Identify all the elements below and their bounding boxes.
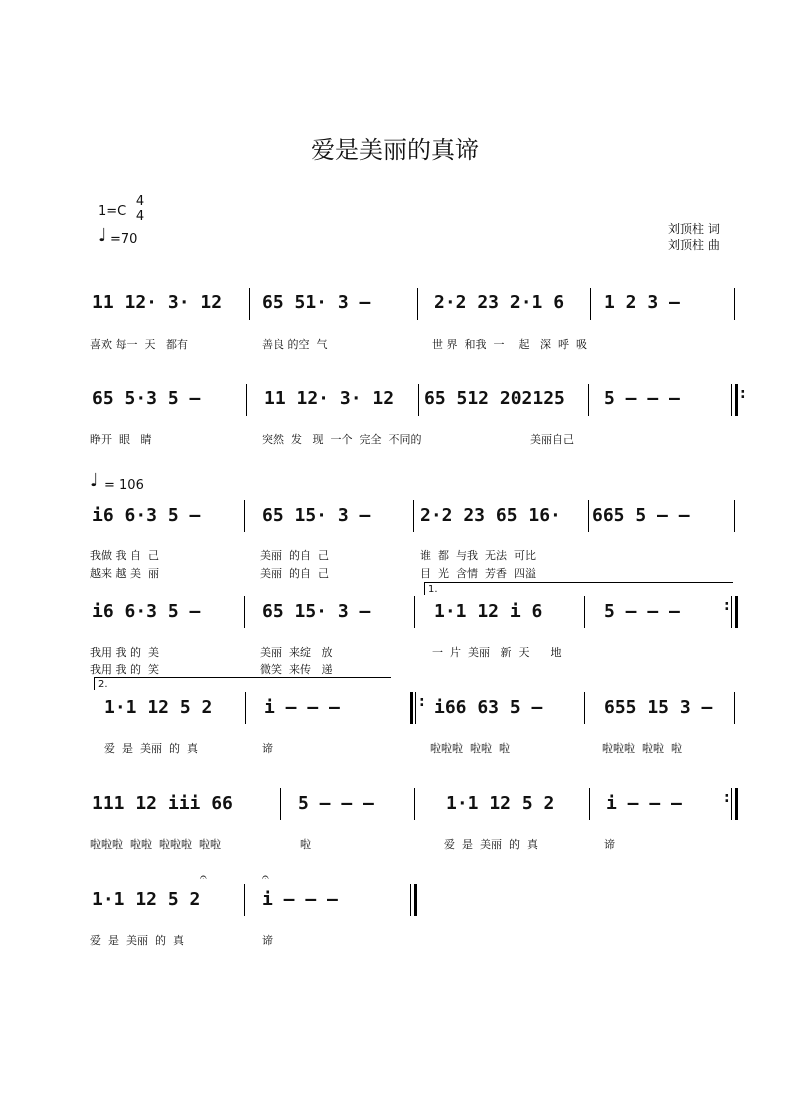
measure: i – – – [262, 889, 338, 910]
barline [731, 384, 732, 416]
volta-bracket [94, 677, 391, 690]
barline [249, 288, 250, 320]
barline [588, 500, 589, 532]
measure: 2·2 23 65 16· [420, 505, 561, 526]
composer-credit: 刘顶柱 曲 [668, 238, 720, 252]
barline [280, 788, 281, 820]
measure: 65 512 202125 [424, 388, 565, 409]
barline [584, 692, 585, 724]
lyric: 越来 越 美 丽 [90, 567, 159, 580]
lyric: 爱 是 美丽 的 真 [444, 838, 538, 851]
measure: 1·1 12 5 2 [104, 697, 213, 718]
lyric: 谛 [262, 742, 273, 755]
measure: 2·2 23 2·1 6 [434, 292, 565, 313]
music-row [86, 601, 746, 623]
barline [410, 884, 411, 916]
lyric: 啦 [300, 838, 311, 851]
quarter-note-icon: ♩ [90, 470, 99, 491]
final-barline [414, 884, 417, 916]
time-signature-top: 4 [135, 194, 145, 209]
lyric: 美丽 来绽 放 [260, 646, 333, 659]
lyric: 微笑 来传 递 [260, 663, 333, 676]
lyric-row [90, 740, 740, 756]
lyric: 啦啦啦 啦啦 啦 [602, 742, 682, 755]
lyric-row [90, 644, 740, 660]
lyric: 我用 我 的 笑 [90, 663, 159, 676]
lyric: 美丽自己 [530, 433, 574, 446]
repeat-dots: : [419, 694, 425, 710]
volta-label: 2. [98, 679, 108, 690]
lyric-row [90, 336, 740, 352]
lyric: 目 光 含情 芳香 四溢 [420, 567, 536, 580]
measure: 655 15 3 – [604, 697, 713, 718]
measure: i6 6·3 5 – [92, 601, 201, 622]
barline [415, 692, 416, 724]
music-row [86, 505, 746, 527]
barline [418, 384, 419, 416]
lyric: 谛 [604, 838, 615, 851]
barline [588, 384, 589, 416]
barline [734, 692, 735, 724]
tempo-marking: =70 [110, 232, 138, 247]
barline [244, 596, 245, 628]
lyric-row [90, 565, 740, 581]
music-row [86, 292, 746, 314]
quarter-note-icon: ♩ [98, 225, 107, 246]
lyric: 啦啦啦 啦啦 啦 [430, 742, 510, 755]
lyric: 谛 [262, 934, 273, 947]
lyric: 我用 我 的 美 [90, 646, 159, 659]
lyric: 突然 发 现 一个 完全 不同的 [262, 433, 422, 446]
lyric: 睁开 眼 睛 [90, 433, 152, 446]
measure: 665 5 – – [592, 505, 690, 526]
repeat-dots: : [724, 598, 730, 614]
lyric: 一 片 美丽 新 天 地 [432, 646, 562, 659]
measure: 5 – – – [604, 388, 680, 409]
fermata-icon: 𝄐 [200, 870, 207, 884]
barline [413, 500, 414, 532]
measure: 11 12· 3· 12 [264, 388, 395, 409]
lyricist-credit: 刘顶柱 词 [668, 222, 720, 236]
barline [414, 596, 415, 628]
time-signature [134, 194, 146, 224]
barline [244, 500, 245, 532]
barline [731, 788, 732, 820]
lyric: 我做 我 自 己 [90, 549, 159, 562]
lyric: 善良 的空 气 [262, 338, 328, 351]
tempo-marking: = 106 [104, 478, 144, 493]
measure: 5 – – – [604, 601, 680, 622]
barline [734, 288, 735, 320]
measure: 1·1 12 5 2 [92, 889, 201, 910]
music-row [86, 697, 746, 719]
barline [244, 884, 245, 916]
repeat-dots: : [724, 790, 730, 806]
barline [414, 788, 415, 820]
lyric: 世 界 和我 一 起 深 呼 吸 [432, 338, 587, 351]
barline [589, 788, 590, 820]
measure: 1 2 3 – [604, 292, 680, 313]
double-barline [735, 384, 738, 416]
measure: i – – – [606, 793, 682, 814]
key-signature: 1=C [98, 204, 127, 219]
double-barline [410, 692, 413, 724]
volta-label: 1. [428, 584, 438, 595]
measure: i6 6·3 5 – [92, 505, 201, 526]
lyric: 喜欢 每一 天 都有 [90, 338, 188, 351]
barline [731, 596, 732, 628]
measure: 65 15· 3 – [262, 601, 371, 622]
measure: 65 15· 3 – [262, 505, 371, 526]
music-row [86, 388, 746, 410]
barline [584, 596, 585, 628]
measure: 5 – – – [298, 793, 374, 814]
repeat-dots: : [740, 386, 746, 402]
lyric-row [90, 547, 740, 563]
lyric: 美丽 的自 己 [260, 549, 329, 562]
music-row [86, 793, 746, 815]
measure: 65 5·3 5 – [92, 388, 201, 409]
measure: 111 12 iii 66 [92, 793, 233, 814]
barline [590, 288, 591, 320]
measure: 11 12· 3· 12 [92, 292, 223, 313]
measure: 65 51· 3 – [262, 292, 371, 313]
lyric: 美丽 的自 己 [260, 567, 329, 580]
measure: i66 63 5 – [434, 697, 543, 718]
lyric-row [90, 932, 740, 948]
measure: 1·1 12 i 6 [434, 601, 543, 622]
barline [734, 500, 735, 532]
lyric: 谁 都 与我 无法 可比 [420, 549, 536, 562]
barline [246, 384, 247, 416]
lyric-row [90, 661, 740, 677]
lyric: 啦啦啦 啦啦 啦啦啦 啦啦 [90, 838, 221, 851]
measure: i – – – [264, 697, 340, 718]
double-barline [735, 596, 738, 628]
lyric-row [90, 836, 740, 852]
song-title: 爱是美丽的真谛 [311, 136, 479, 164]
lyric: 爱 是 美丽 的 真 [104, 742, 198, 755]
barline [245, 692, 246, 724]
lyric: 爱 是 美丽 的 真 [90, 934, 184, 947]
time-signature-bottom: 4 [135, 209, 145, 224]
measure: 1·1 12 5 2 [446, 793, 555, 814]
volta-bracket [424, 582, 733, 595]
double-barline [735, 788, 738, 820]
lyric-row [90, 431, 740, 447]
barline [417, 288, 418, 320]
fermata-icon: 𝄐 [262, 870, 269, 884]
